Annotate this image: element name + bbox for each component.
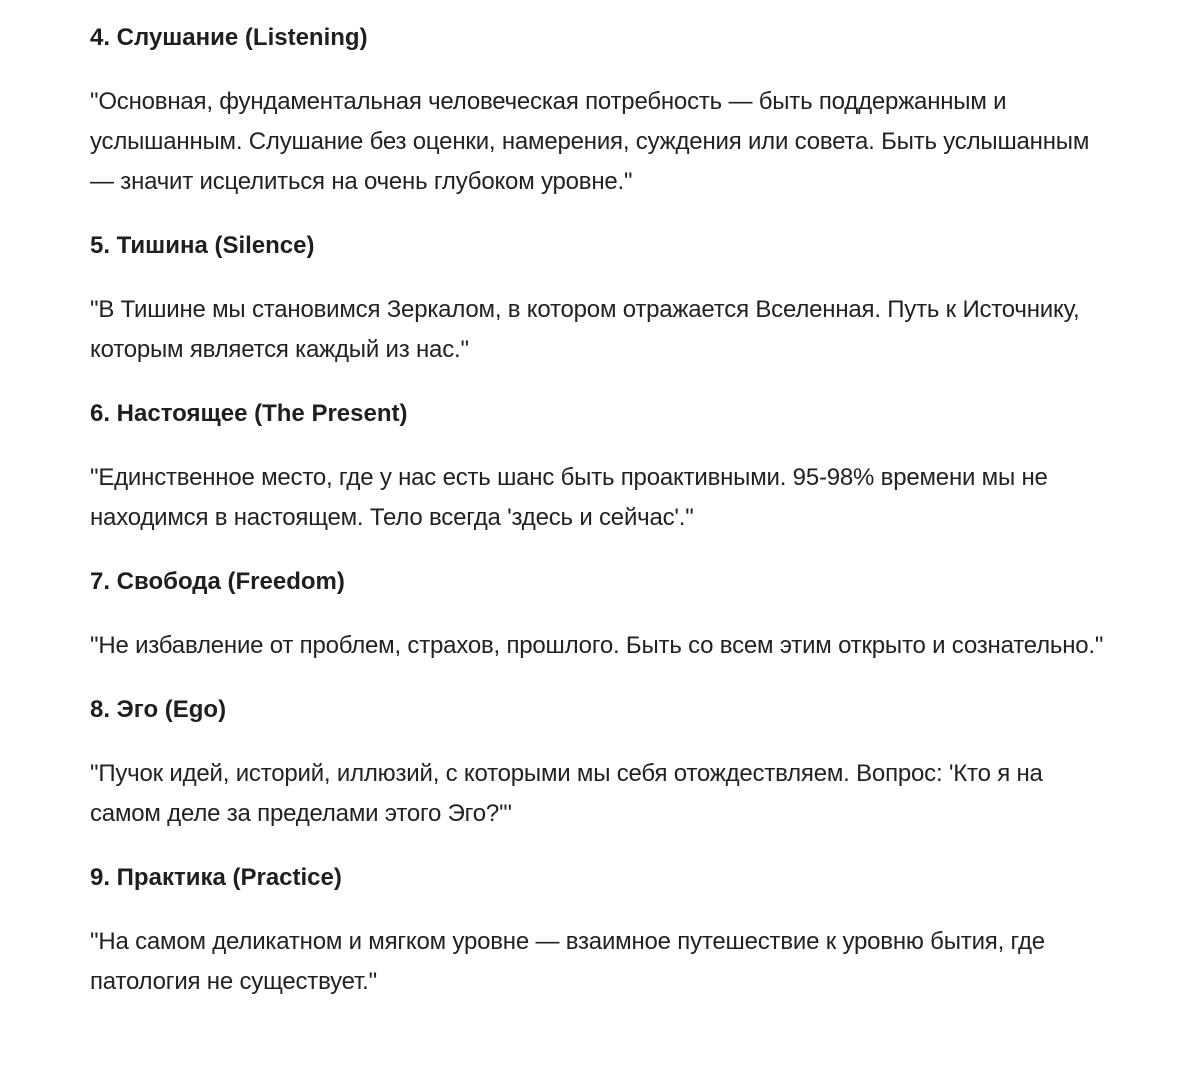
section-quote: "Не избавление от проблем, страхов, прошлого. Быть со всем этим открыто и сознательно." bbox=[90, 632, 1104, 659]
section-heading: 5. Тишина (Silence) bbox=[90, 232, 315, 259]
section-quote: "Пучок идей, историй, иллюзий, с которыми мы себя отождествляем. Вопрос: 'Кто я на самом деле за пределами этого Эго?'" bbox=[90, 760, 1043, 827]
section-practice bbox=[90, 860, 1104, 1002]
section-heading: 6. Настоящее (The Present) bbox=[90, 400, 408, 427]
section-silence bbox=[90, 228, 1104, 370]
section-listening bbox=[90, 20, 1104, 202]
section-freedom bbox=[90, 564, 1104, 666]
section-quote: "Единственное место, где у нас есть шанс быть проактивными. 95-98% времени мы не находимся в настоящем. Тело всегда 'здесь и сейчас'." bbox=[90, 464, 1048, 531]
section-heading: 4. Слушание (Listening) bbox=[90, 24, 368, 51]
section-ego bbox=[90, 692, 1104, 834]
section-quote: "На самом деликатном и мягком уровне — взаимное путешествие к уровню бытия, где патология не существует." bbox=[90, 928, 1045, 995]
section-heading: 8. Эго (Ego) bbox=[90, 696, 227, 723]
section-heading: 7. Свобода (Freedom) bbox=[90, 568, 345, 595]
section-quote: "В Тишине мы становимся Зеркалом, в котором отражается Вселенная. Путь к Источнику, которым является каждый из нас." bbox=[90, 296, 1080, 363]
section-heading: 9. Практика (Practice) bbox=[90, 864, 342, 891]
section-quote: "Основная, фундаментальная человеческая потребность — быть поддержанным и услышанным. Слушание без оценки, намерения, суждения или совета. Быть услышанным — значит исцелиться на очень глубоком уровне." bbox=[90, 88, 1090, 195]
section-present bbox=[90, 396, 1104, 538]
